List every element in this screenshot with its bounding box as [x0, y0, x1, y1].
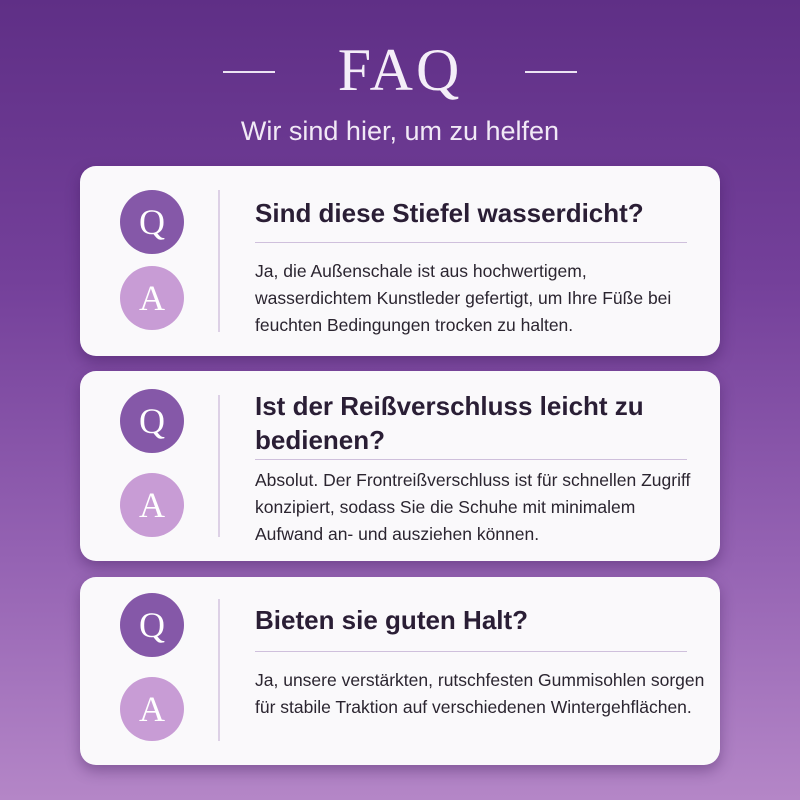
faq-answer: Ja, unsere verstärkten, rutschfesten Gummisohlen sorgen für stabile Traktion auf verschiedenen Wintergehflächen. — [255, 670, 705, 717]
question-badge-icon: Q — [120, 593, 184, 657]
faq-card-2 — [80, 371, 720, 561]
faq-question: Sind diese Stiefel wasserdicht? — [255, 198, 644, 228]
question-answer-divider — [255, 651, 687, 652]
question-answer-divider — [255, 459, 687, 460]
faq-answer: Ja, die Außenschale ist aus hochwertigem, wasserdichtem Kunstleder gefertigt, um Ihre Füße bei feuchten Bedingungen trocken zu halten. — [255, 261, 672, 335]
answer-badge-icon: A — [120, 677, 184, 741]
faq-header — [0, 0, 800, 160]
faq-card-1 — [80, 166, 720, 356]
card-divider-vertical — [218, 190, 220, 332]
faq-question: Bieten sie guten Halt? — [255, 605, 529, 635]
faq-answer: Absolut. Der Frontreißverschluss ist für schnellen Zugriff konzipiert, sodass Sie die Schuhe mit minimalem Aufwand an- und ausziehen können. — [255, 470, 691, 544]
answer-badge-icon: A — [120, 266, 184, 330]
question-answer-divider — [255, 242, 687, 243]
answer-badge-icon: A — [120, 473, 184, 537]
card-divider-vertical — [218, 395, 220, 537]
faq-question: Ist der Reißverschluss leicht zu bedienen? — [255, 391, 644, 455]
page-subtitle: Wir sind hier, um zu helfen — [240, 116, 560, 146]
title-decor-line-right — [525, 71, 577, 73]
question-badge-icon: Q — [120, 190, 184, 254]
faq-card-3 — [80, 577, 720, 765]
question-badge-icon: Q — [120, 389, 184, 453]
page-title: FAQ — [337, 37, 463, 103]
card-divider-vertical — [218, 599, 220, 741]
